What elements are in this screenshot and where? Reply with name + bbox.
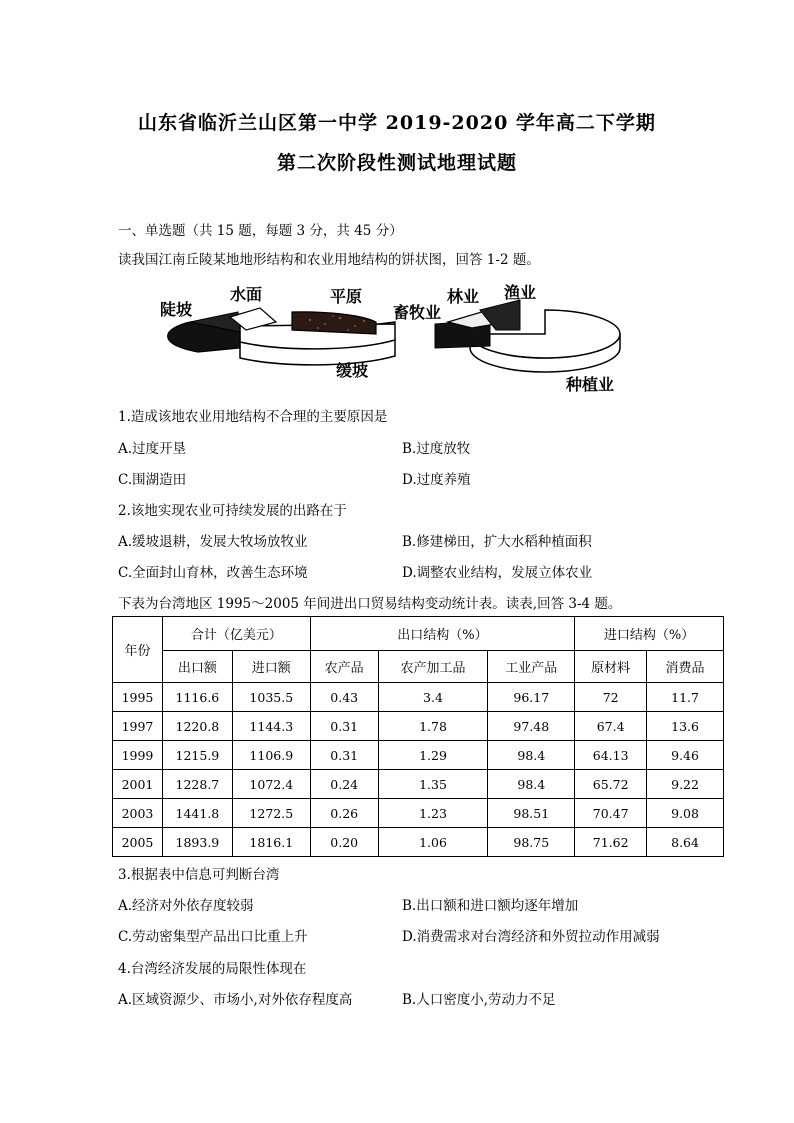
table-cell: 98.4: [488, 770, 575, 799]
question-3-option-b[interactable]: B.出口额和进口额均逐年增加: [402, 898, 579, 914]
table-cell: 13.6: [647, 712, 724, 741]
table-cell: 11.7: [647, 683, 724, 712]
table-cell-year: 2005: [113, 828, 163, 857]
table-cell-year: 2003: [113, 799, 163, 828]
table-cell: 1893.9: [162, 828, 232, 857]
table-cell: 1441.8: [162, 799, 232, 828]
table-body: [113, 683, 724, 857]
table-cell: 1.35: [378, 770, 488, 799]
table-cell: 1106.9: [232, 741, 310, 770]
table-cell: 1072.4: [232, 770, 310, 799]
table-row: [113, 828, 724, 857]
question-2-option-b[interactable]: B.修建梯田，扩大水稻种植面积: [402, 534, 592, 550]
header-total: 合计（亿美元）: [162, 617, 310, 651]
table-cell: 98.51: [488, 799, 575, 828]
question-3-option-c[interactable]: C.劳动密集型产品出口比重上升: [118, 929, 308, 945]
table-cell: 98.4: [488, 741, 575, 770]
table-cell: 8.64: [647, 828, 724, 857]
table-cell: 1116.6: [162, 683, 232, 712]
table-cell: 0.43: [310, 683, 378, 712]
header-year: 年份: [113, 617, 163, 683]
pie-charts-figure: [150, 272, 630, 397]
trade-structure-table: [112, 616, 724, 857]
table-cell: 65.72: [575, 770, 647, 799]
table-cell: 1035.5: [232, 683, 310, 712]
table-row: [113, 712, 724, 741]
question-intro-1-2: 读我国江南丘陵某地地形结构和农业用地结构的饼状图，回答 1-2 题。: [118, 252, 540, 268]
table-cell: 1144.3: [232, 712, 310, 741]
table-cell: 1.78: [378, 712, 488, 741]
table-cell: 70.47: [575, 799, 647, 828]
document-title-line2: 第二次阶段性测试地理试题: [276, 152, 517, 174]
table-cell: 9.46: [647, 741, 724, 770]
label-fishery: 渔业: [504, 283, 537, 302]
question-intro-3-4: 下表为台湾地区 1995～2005 年间进出口贸易结构变动统计表。读表,回答 3-4 题。: [118, 596, 622, 612]
table-cell: 96.17: [488, 683, 575, 712]
table-cell: 72: [575, 683, 647, 712]
header-processed-agri: 农产加工品: [378, 651, 488, 683]
table-cell-year: 1997: [113, 712, 163, 741]
question-2-option-d[interactable]: D.调整农业结构，发展立体农业: [402, 565, 593, 581]
question-2-stem: 2.该地实现农业可持续发展的出路在于: [118, 503, 347, 519]
question-1-option-a[interactable]: A.过度开垦: [118, 441, 187, 457]
question-1-option-c[interactable]: C.围湖造田: [118, 472, 187, 488]
question-1-option-b[interactable]: B.过度放牧: [402, 441, 471, 457]
question-4-option-b[interactable]: B.人口密度小,劳动力不足: [402, 992, 556, 1008]
table-cell: 67.4: [575, 712, 647, 741]
table-cell: 0.20: [310, 828, 378, 857]
table-cell: 1816.1: [232, 828, 310, 857]
question-4-stem: 4.台湾经济发展的局限性体现在: [118, 961, 307, 977]
table-row: [113, 770, 724, 799]
table-cell: 9.08: [647, 799, 724, 828]
section-heading: 一、单选题（共 15 题，每题 3 分，共 45 分）: [118, 223, 403, 239]
question-4-option-a[interactable]: A.区域资源少、市场小,对外依存程度高: [118, 992, 353, 1008]
label-forestry: 林业: [447, 287, 480, 306]
table-row: [113, 799, 724, 828]
label-livestock: 畜牧业: [393, 303, 442, 322]
table-cell: 1.23: [378, 799, 488, 828]
label-cropping: 种植业: [566, 375, 615, 394]
agriculture-pie: [435, 300, 620, 372]
table-cell-year: 1995: [113, 683, 163, 712]
label-water: 水面: [230, 285, 263, 304]
header-consumer-goods: 消费品: [647, 651, 724, 683]
label-steep-slope: 陡坡: [160, 300, 193, 319]
table-cell-year: 1999: [113, 741, 163, 770]
table-cell: 71.62: [575, 828, 647, 857]
table-cell: 0.31: [310, 741, 378, 770]
header-export-amount: 出口额: [162, 651, 232, 683]
question-1-option-d[interactable]: D.过度养殖: [402, 472, 471, 488]
table-cell-year: 2001: [113, 770, 163, 799]
header-import-structure: 进口结构（%）: [575, 617, 724, 651]
question-2-option-a[interactable]: A.缓坡退耕，发展大牧场放牧业: [118, 534, 308, 550]
table-row: [113, 741, 724, 770]
table-cell: 1215.9: [162, 741, 232, 770]
table-cell: 98.75: [488, 828, 575, 857]
table-cell: 0.24: [310, 770, 378, 799]
header-agri-products: 农产品: [310, 651, 378, 683]
question-3-option-d[interactable]: D.消费需求对台湾经济和外贸拉动作用减弱: [402, 929, 660, 945]
table-cell: 9.22: [647, 770, 724, 799]
question-3-stem: 3.根据表中信息可判断台湾: [118, 867, 280, 883]
plain-slice: [292, 312, 376, 334]
terrain-pie: [168, 308, 395, 365]
table-cell: 1220.8: [162, 712, 232, 741]
table-cell: 3.4: [378, 683, 488, 712]
header-raw-materials: 原材料: [575, 651, 647, 683]
question-3-option-a[interactable]: A.经济对外依存度较弱: [118, 898, 254, 914]
table-row: [113, 683, 724, 712]
question-1-stem: 1.造成该地农业用地结构不合理的主要原因是: [118, 409, 388, 425]
header-industrial: 工业产品: [488, 651, 575, 683]
table-cell: 1272.5: [232, 799, 310, 828]
header-import-amount: 进口额: [232, 651, 310, 683]
table-cell: 64.13: [575, 741, 647, 770]
table-cell: 1.06: [378, 828, 488, 857]
question-2-option-c[interactable]: C.全面封山育林，改善生态环境: [118, 565, 308, 581]
table-cell: 1228.7: [162, 770, 232, 799]
document-title-line1: 山东省临沂兰山区第一中学 2019-2020 学年高二下学期: [138, 112, 656, 134]
header-export-structure: 出口结构（%）: [310, 617, 574, 651]
table-cell: 0.26: [310, 799, 378, 828]
table-cell: 1.29: [378, 741, 488, 770]
label-plain: 平原: [330, 287, 363, 306]
label-gentle-slope: 缓坡: [336, 361, 369, 380]
table-cell: 0.31: [310, 712, 378, 741]
table-cell: 97.48: [488, 712, 575, 741]
